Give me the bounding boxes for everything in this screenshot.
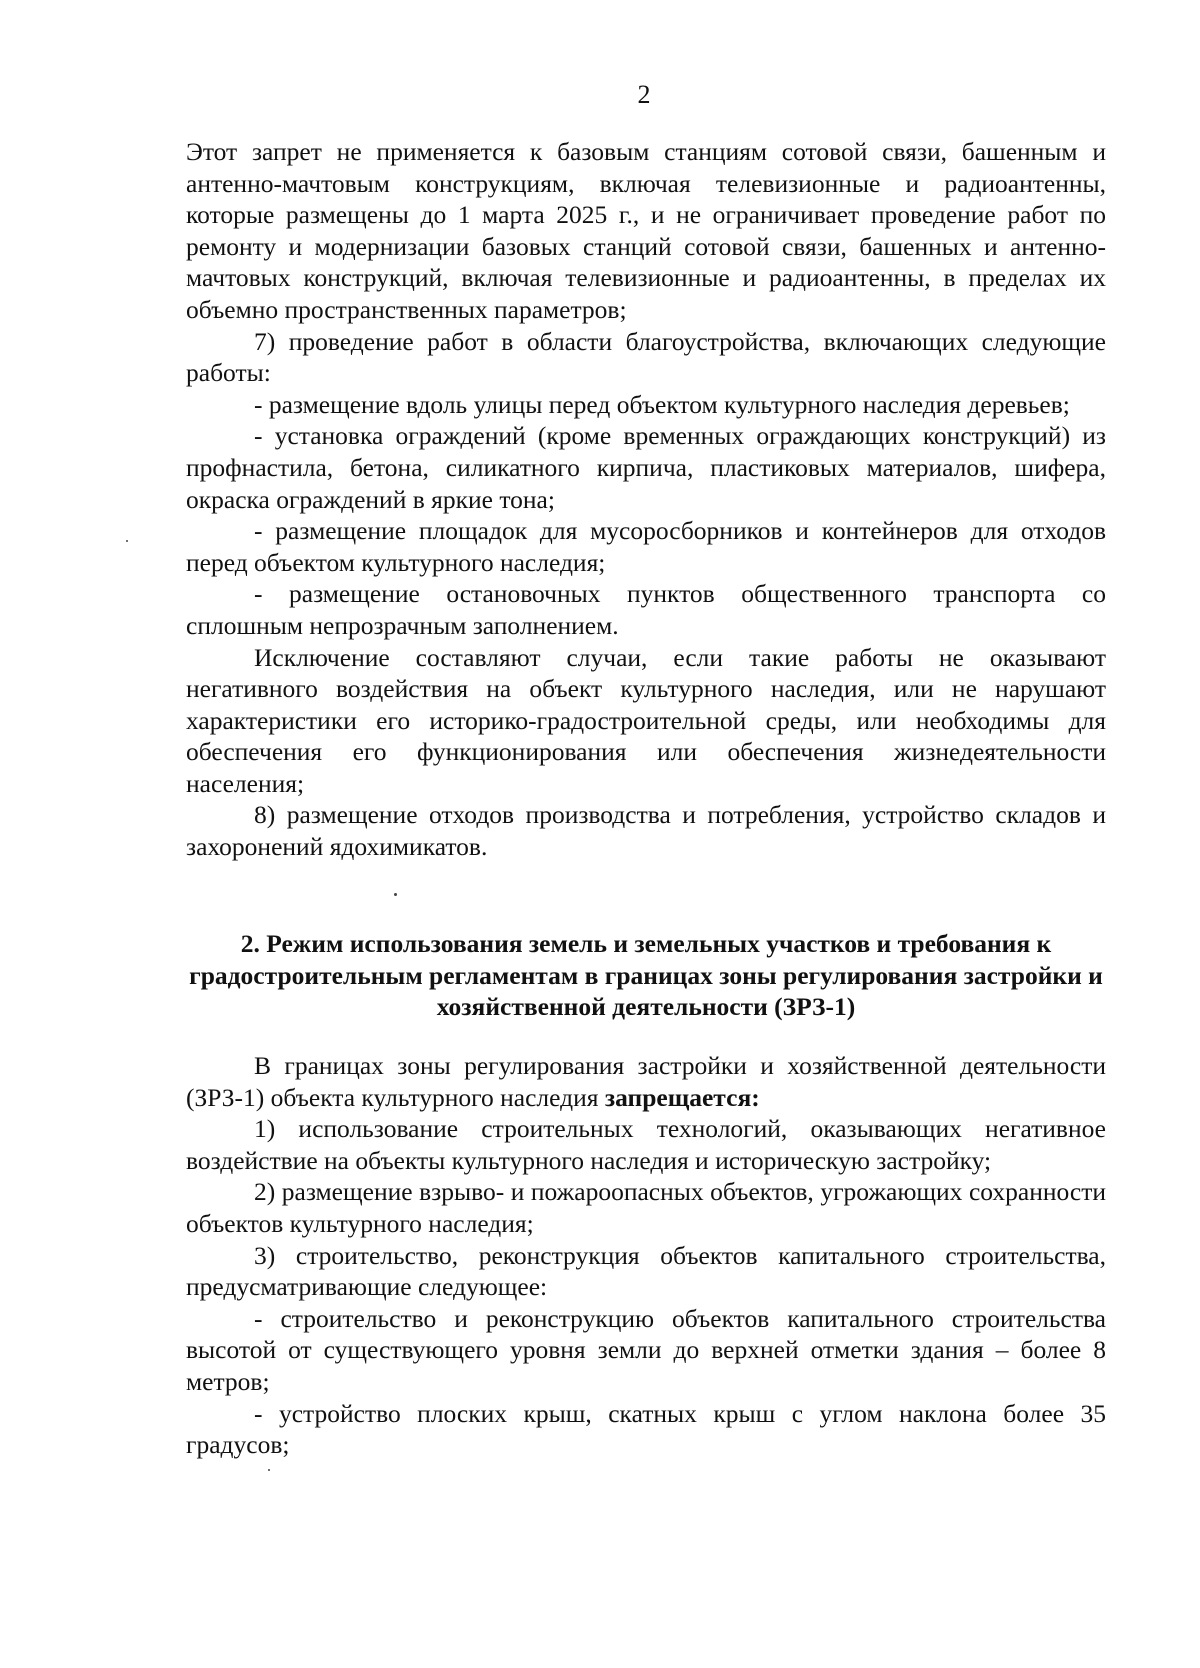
page-number: 2	[637, 80, 651, 109]
paragraph: - размещение остановочных пунктов общественного транспорта со сплошным непрозрачным заполнением.	[186, 579, 1106, 640]
paragraph: - установка ограждений (кроме временных ограждающих конструкций) из профнастила, бетона, силикатного кирпича, пластиковых материалов, шифера, окраска ограждений в яркие тона;	[186, 421, 1106, 514]
scan-speck	[268, 1469, 270, 1471]
section-heading: 2. Режим использования земель и земельных участков и требования к градостроительным регламентам в границах зоны регулирования застройки и хозяйственной деятельности (ЗРЗ-1)	[189, 929, 1103, 1022]
paragraph: 1) использование строительных технологий, оказывающих негативное воздействие на объекты культурного наследия и историческую застройку;	[186, 1114, 1106, 1175]
paragraph: 2) размещение взрыво- и пожароопасных объектов, угрожающих сохранности объектов культурного наследия;	[186, 1177, 1106, 1238]
intro-emphasis: запрещается:	[604, 1082, 760, 1112]
scan-speck	[126, 540, 128, 542]
paragraph: - размещение вдоль улицы перед объектом культурного наследия деревьев;	[254, 389, 1070, 419]
body-text-top	[186, 136, 1106, 863]
body-text-bottom	[186, 1050, 1106, 1461]
paragraph: Исключение составляют случаи, если такие работы не оказывают негативного воздействия на объект культурного наследия, или не нарушают характеристики его историко-градостроительной среды, или необходимы для обеспечения его функционирования или обеспечения жизнедеятельности населения;	[186, 642, 1106, 798]
paragraph: - устройство плоских крыш, скатных крыш с углом наклона более 35 градусов;	[186, 1398, 1106, 1460]
paragraph: - размещение площадок для мусоросборников и контейнеров для отходов перед объектом культурного наследия;	[186, 516, 1106, 577]
paragraph: Этот запрет не применяется к базовым станциям сотовой связи, башенным и антенно-мачтовым конструкциям, включая телевизионные и радиоантенны, которые размещены до 1 марта 2025 г., и не ограничивает проведение работ по ремонту и модернизации базовых станций сотовой связи, башенных и антенно-мачтовых конструкций, включая телевизионные и радиоантенны, в пределах их объемно пространственных параметров;	[186, 137, 1106, 324]
intro-paragraph	[186, 1050, 1106, 1113]
intro-text: В границах зоны регулирования застройки и хозяйственной деятельности (ЗРЗ-1) объекта культурного наследия	[186, 1051, 1106, 1112]
paragraph: 8) размещение отходов производства и потребления, устройство складов и захоронений ядохимикатов.	[186, 800, 1106, 862]
paragraph: - строительство и реконструкцию объектов капитального строительства высотой от существующего уровня земли до верхней отметки здания – более 8 метров;	[186, 1303, 1106, 1396]
paragraph: 7) проведение работ в области благоустройства, включающих следующие работы:	[186, 326, 1106, 388]
scan-speck	[394, 893, 397, 896]
paragraph: 3) строительство, реконструкция объектов капитального строительства, предусматривающие следующее:	[186, 1240, 1106, 1302]
